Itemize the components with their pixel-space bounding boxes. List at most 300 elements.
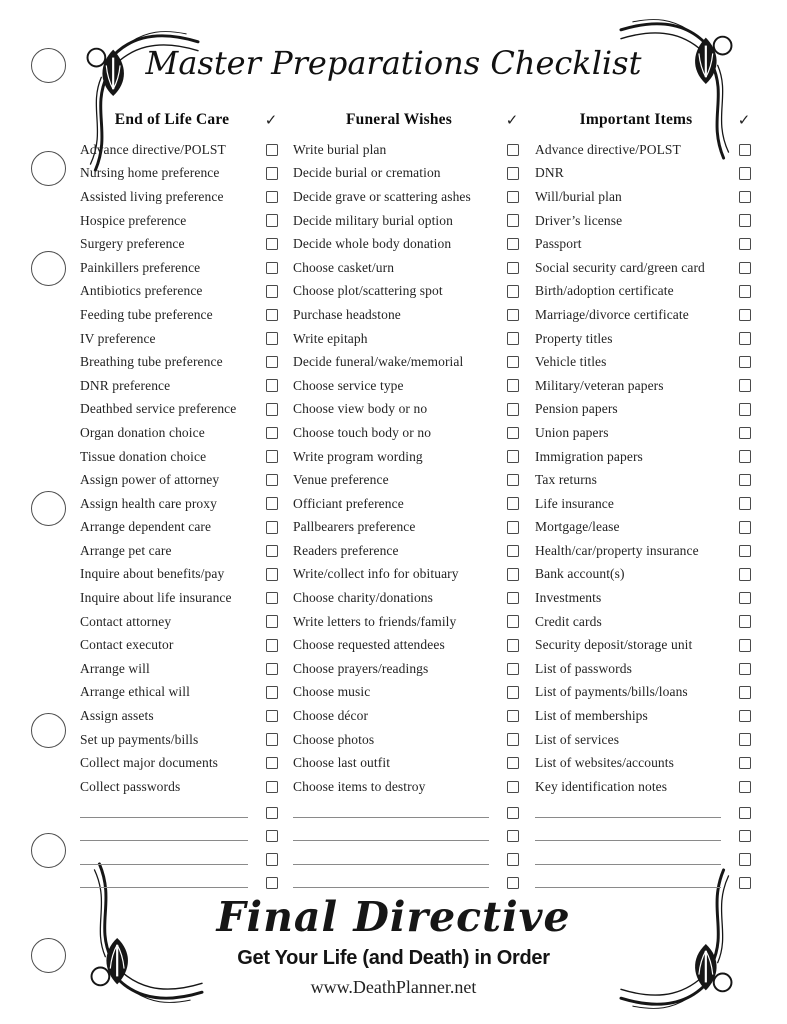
item-label: Marriage/divorce certificate [535,306,689,322]
item-label: Contact executor [80,637,174,653]
item-label: Tissue donation choice [80,448,207,464]
checklist-item-row [535,303,751,327]
item-checkbox[interactable] [507,403,520,416]
checklist-item-row [80,681,278,705]
item-checkbox[interactable] [507,639,520,652]
blank-item-row [293,869,519,892]
item-label: Choose décor [293,708,369,724]
checklist-item-row [535,492,751,516]
hole-punch-circle [31,251,66,286]
column-end-of-life-care [80,104,278,892]
blank-item-row [535,822,751,845]
checklist-item-row [535,256,751,280]
item-checkbox[interactable] [739,332,752,345]
checklist-item-row [535,232,751,256]
item-checkbox[interactable] [507,379,520,392]
checklist-item-row [535,398,751,422]
item-label: Decide military burial option [293,212,453,228]
checklist-item-row [535,610,751,634]
item-label: Bank account(s) [535,566,625,582]
item-checkbox[interactable] [507,830,520,843]
checklist-item-row [535,185,751,209]
item-checkbox[interactable] [739,309,752,322]
checklist-item-row [293,586,519,610]
item-checkbox[interactable] [507,781,520,794]
checklist-item-row [293,303,519,327]
item-label: Choose touch body or no [293,424,432,440]
checklist-item-row [293,492,519,516]
item-label: Key identification notes [535,778,668,794]
item-checkbox[interactable] [507,757,520,770]
item-checkbox[interactable] [507,167,520,180]
item-label: Immigration papers [535,448,643,464]
checklist-item-row [80,516,278,540]
item-label: Inquire about life insurance [80,590,232,606]
checklist-item-row [80,492,278,516]
item-checkbox[interactable] [507,592,520,605]
item-label: DNR [535,165,564,181]
checklist-item-row [80,751,278,775]
item-checkbox[interactable] [507,309,520,322]
checklist-item-row [535,327,751,351]
checklist-item-row [535,681,751,705]
fill-in-line[interactable] [535,803,721,818]
checklist-item-row [535,563,751,587]
item-checkbox[interactable] [266,733,279,746]
item-label: Feeding tube preference [80,306,213,322]
column-header-label: Important Items [579,111,693,128]
checklist-rows [80,138,278,892]
item-checkbox[interactable] [507,853,520,866]
item-label: Contact attorney [80,613,172,629]
item-checkbox[interactable] [266,781,279,794]
item-label: Choose plot/scattering spot [293,283,443,299]
fill-in-line[interactable] [80,850,248,865]
item-checkbox[interactable] [266,332,279,345]
item-label: Venue preference [293,472,389,488]
item-checkbox[interactable] [266,568,279,581]
item-checkbox[interactable] [739,686,752,699]
checklist-item-row [80,327,278,351]
item-checkbox[interactable] [739,214,752,227]
checklist-item-row [535,586,751,610]
blank-item-row [80,799,278,822]
item-checkbox[interactable] [266,545,279,558]
checklist-item-row [80,563,278,587]
item-checkbox[interactable] [739,403,752,416]
item-checkbox[interactable] [266,474,279,487]
item-checkbox[interactable] [266,262,279,275]
item-label: Choose photos [293,731,375,747]
checklist-item-row [80,468,278,492]
item-checkbox[interactable] [507,663,520,676]
item-checkbox[interactable] [266,807,279,820]
item-checkbox[interactable] [266,757,279,770]
checklist-item-row [293,539,519,563]
checklist-item-row [535,162,751,186]
checklist-item-row [80,586,278,610]
item-label: Hospice preference [80,212,187,228]
checklist-item-row [293,657,519,681]
checklist-item-row [293,468,519,492]
checklist-item-row [80,185,278,209]
item-label: IV preference [80,330,156,346]
fill-in-line[interactable] [80,873,248,888]
item-checkbox[interactable] [739,807,752,820]
item-label: List of payments/bills/loans [535,684,688,700]
item-label: Officiant preference [293,495,404,511]
item-checkbox[interactable] [739,733,752,746]
checklist-item-row [535,516,751,540]
brand-logo-text: Final Directive [216,893,571,941]
check-mark-icon: ✓ [505,111,519,129]
hole-punch-circle [31,491,66,526]
item-label: Assign health care proxy [80,495,217,511]
item-checkbox[interactable] [507,427,520,440]
item-label: List of websites/accounts [535,755,674,771]
item-checkbox[interactable] [507,332,520,345]
item-checkbox[interactable] [266,521,279,534]
checklist-item-row [293,563,519,587]
item-checkbox[interactable] [507,497,520,510]
item-label: Vehicle titles [535,354,607,370]
item-checkbox[interactable] [266,427,279,440]
item-label: Security deposit/storage unit [535,637,693,653]
item-label: Decide whole body donation [293,236,452,252]
blank-item-row [293,799,519,822]
checklist-item-row [80,421,278,445]
item-checkbox[interactable] [266,309,279,322]
item-label: DNR preference [80,377,171,393]
checklist-item-row [293,256,519,280]
item-checkbox[interactable] [507,545,520,558]
item-checkbox[interactable] [266,877,279,890]
checklist-item-row [535,374,751,398]
fill-in-line[interactable] [293,803,489,818]
item-label: Arrange dependent care [80,519,212,535]
checklist-item-row [293,516,519,540]
item-checkbox[interactable] [739,285,752,298]
fill-in-line[interactable] [80,803,248,818]
item-checkbox[interactable] [266,663,279,676]
item-label: Social security card/green card [535,259,705,275]
checklist-item-row [80,374,278,398]
item-checkbox[interactable] [507,521,520,534]
item-checkbox[interactable] [266,214,279,227]
blank-item-row [80,845,278,868]
fill-in-line[interactable] [535,826,721,841]
item-label: Readers preference [293,542,399,558]
item-label: List of passwords [535,660,632,676]
item-checkbox[interactable] [507,877,520,890]
item-label: Decide burial or cremation [293,165,441,181]
column-header-label: End of Life Care [114,111,230,128]
checklist-item-row [293,185,519,209]
checklist-item-row [80,138,278,162]
item-checkbox[interactable] [739,238,752,251]
column-header-row [535,104,751,136]
item-checkbox[interactable] [507,733,520,746]
item-label: Arrange will [80,660,150,676]
item-label: Collect passwords [80,778,181,794]
item-label: Decide funeral/wake/memorial [293,354,464,370]
item-label: Assign power of attorney [80,472,220,488]
checklist-item-row [80,775,278,799]
item-checkbox[interactable] [266,639,279,652]
checklist-item-row [293,280,519,304]
item-label: Arrange pet care [80,542,172,558]
item-label: Write letters to friends/family [293,613,457,629]
item-checkbox[interactable] [266,497,279,510]
item-checkbox[interactable] [739,191,752,204]
hole-punch-circle [31,713,66,748]
item-checkbox[interactable] [507,144,520,157]
item-label: Military/veteran papers [535,377,664,393]
item-checkbox[interactable] [739,663,752,676]
item-label: Choose requested attendees [293,637,445,653]
item-label: Choose service type [293,377,404,393]
checklist-item-row [80,303,278,327]
item-checkbox[interactable] [266,592,279,605]
item-label: Property titles [535,330,613,346]
item-label: Breathing tube preference [80,354,223,370]
item-checkbox[interactable] [266,167,279,180]
item-checkbox[interactable] [266,615,279,628]
fill-in-line[interactable] [535,850,721,865]
item-checkbox[interactable] [507,474,520,487]
item-checkbox[interactable] [507,238,520,251]
column-important-items [535,104,751,892]
checklist-item-row [80,232,278,256]
item-checkbox[interactable] [739,497,752,510]
item-checkbox[interactable] [507,568,520,581]
item-label: Credit cards [535,613,602,629]
checklist-item-row [293,327,519,351]
item-label: Antibiotics preference [80,283,203,299]
item-label: Driver’s license [535,212,623,228]
checklist-item-row [80,728,278,752]
column-funeral-wishes [293,104,519,892]
item-checkbox[interactable] [739,262,752,275]
checklist-item-row [535,445,751,469]
item-checkbox[interactable] [507,191,520,204]
check-mark-icon: ✓ [737,111,751,129]
item-checkbox[interactable] [266,285,279,298]
blank-item-row [80,822,278,845]
checklist-item-row [535,209,751,233]
item-checkbox[interactable] [266,686,279,699]
item-label: Inquire about benefits/pay [80,566,225,582]
fill-in-line[interactable] [535,873,721,888]
item-label: Arrange ethical will [80,684,190,700]
checklist-item-row [535,775,751,799]
item-label: Write epitaph [293,330,368,346]
item-checkbox[interactable] [739,757,752,770]
checklist-item-row [535,657,751,681]
item-checkbox[interactable] [739,450,752,463]
item-checkbox[interactable] [739,427,752,440]
item-label: Purchase headstone [293,306,401,322]
checklist-item-row [535,468,751,492]
checklist-item-row [293,445,519,469]
checklist-item-row [80,610,278,634]
checklist-item-row [293,374,519,398]
item-label: Advance directive/POLST [535,141,681,157]
item-label: Health/car/property insurance [535,542,699,558]
item-label: Choose music [293,684,371,700]
checklist-item-row [535,539,751,563]
item-checkbox[interactable] [739,710,752,723]
item-label: Nursing home preference [80,165,220,181]
checklist-item-row [293,633,519,657]
item-label: Tax returns [535,472,598,488]
checklist-item-row [293,398,519,422]
item-checkbox[interactable] [266,853,279,866]
item-label: Choose casket/urn [293,259,395,275]
blank-item-row [293,845,519,868]
item-label: Life insurance [535,495,614,511]
item-checkbox[interactable] [739,379,752,392]
item-checkbox[interactable] [507,450,520,463]
item-checkbox[interactable] [507,214,520,227]
item-label: Assign assets [80,708,154,724]
checklist-item-row [80,539,278,563]
item-label: Pallbearers preference [293,519,416,535]
item-checkbox[interactable] [739,877,752,890]
checklist-item-row [293,775,519,799]
checklist-item-row [80,350,278,374]
item-checkbox[interactable] [266,238,279,251]
item-label: Collect major documents [80,755,219,771]
fill-in-line[interactable] [80,826,248,841]
checklist-item-row [293,162,519,186]
checklist-item-row [80,280,278,304]
checklist-item-row [80,209,278,233]
item-label: Advance directive/POLST [80,141,226,157]
checklist-item-row [80,657,278,681]
checklist-item-row [293,610,519,634]
item-label: Decide grave or scattering ashes [293,188,471,204]
checklist-item-row [80,633,278,657]
checklist-item-row [535,138,751,162]
item-checkbox[interactable] [739,521,752,534]
blank-item-row [535,869,751,892]
item-checkbox[interactable] [739,639,752,652]
item-label: Investments [535,590,602,606]
item-checkbox[interactable] [739,144,752,157]
checklist-item-row [535,704,751,728]
checklist-rows [293,138,519,892]
item-checkbox[interactable] [739,615,752,628]
item-checkbox[interactable] [507,807,520,820]
checklist-item-row [293,704,519,728]
item-label: Birth/adoption certificate [535,283,674,299]
item-label: Painkillers preference [80,259,201,275]
item-label: List of services [535,731,620,747]
column-header-label: Funeral Wishes [345,111,452,128]
checklist-rows [535,138,751,892]
item-label: Write burial plan [293,141,387,157]
item-checkbox[interactable] [739,545,752,558]
item-checkbox[interactable] [739,781,752,794]
item-label: Passport [535,236,582,252]
fill-in-line[interactable] [293,826,489,841]
checklist-item-row [535,350,751,374]
blank-item-row [80,869,278,892]
item-checkbox[interactable] [739,568,752,581]
item-checkbox[interactable] [507,615,520,628]
blank-item-row [535,845,751,868]
item-label: Choose last outfit [293,755,391,771]
item-label: Assisted living preference [80,188,224,204]
item-label: Deathbed service preference [80,401,237,417]
fill-in-line[interactable] [293,850,489,865]
item-checkbox[interactable] [507,356,520,369]
page-title: Master Preparations Checklist [145,44,642,82]
checklist-item-row [293,421,519,445]
blank-item-row [293,822,519,845]
checklist-item-row [80,256,278,280]
blank-item-row [535,799,751,822]
checklist-item-row [293,681,519,705]
item-label: Pension papers [535,401,618,417]
item-label: Choose prayers/readings [293,660,429,676]
fill-in-line[interactable] [293,873,489,888]
checklist-item-row [535,421,751,445]
checklist-item-row [293,350,519,374]
checklist-item-row [293,232,519,256]
item-checkbox[interactable] [266,710,279,723]
item-label: Choose view body or no [293,401,428,417]
checklist-item-row [293,751,519,775]
item-checkbox[interactable] [266,144,279,157]
item-checkbox[interactable] [739,474,752,487]
item-checkbox[interactable] [266,450,279,463]
item-checkbox[interactable] [739,830,752,843]
column-header-row [80,104,278,136]
item-checkbox[interactable] [739,167,752,180]
checklist-item-row [80,162,278,186]
checklist-item-row [293,209,519,233]
checklist-item-row [293,728,519,752]
item-checkbox[interactable] [507,686,520,699]
item-label: List of memberships [535,708,648,724]
checklist-item-row [535,751,751,775]
item-checkbox[interactable] [507,710,520,723]
item-checkbox[interactable] [266,403,279,416]
column-header-row [293,104,519,136]
checklist-item-row [80,398,278,422]
item-checkbox[interactable] [739,853,752,866]
item-checkbox[interactable] [739,356,752,369]
checklist-item-row [80,445,278,469]
item-checkbox[interactable] [507,285,520,298]
item-label: Organ donation choice [80,424,205,440]
checklist-item-row [293,138,519,162]
item-checkbox[interactable] [266,379,279,392]
item-checkbox[interactable] [739,592,752,605]
item-checkbox[interactable] [266,356,279,369]
item-label: Choose items to destroy [293,778,426,794]
check-mark-icon: ✓ [264,111,278,129]
item-label: Write/collect info for obituary [293,566,459,582]
item-checkbox[interactable] [507,262,520,275]
item-checkbox[interactable] [266,191,279,204]
item-label: Set up payments/bills [80,731,199,747]
item-label: Choose charity/donations [293,590,434,606]
item-checkbox[interactable] [266,830,279,843]
checklist-item-row [535,728,751,752]
